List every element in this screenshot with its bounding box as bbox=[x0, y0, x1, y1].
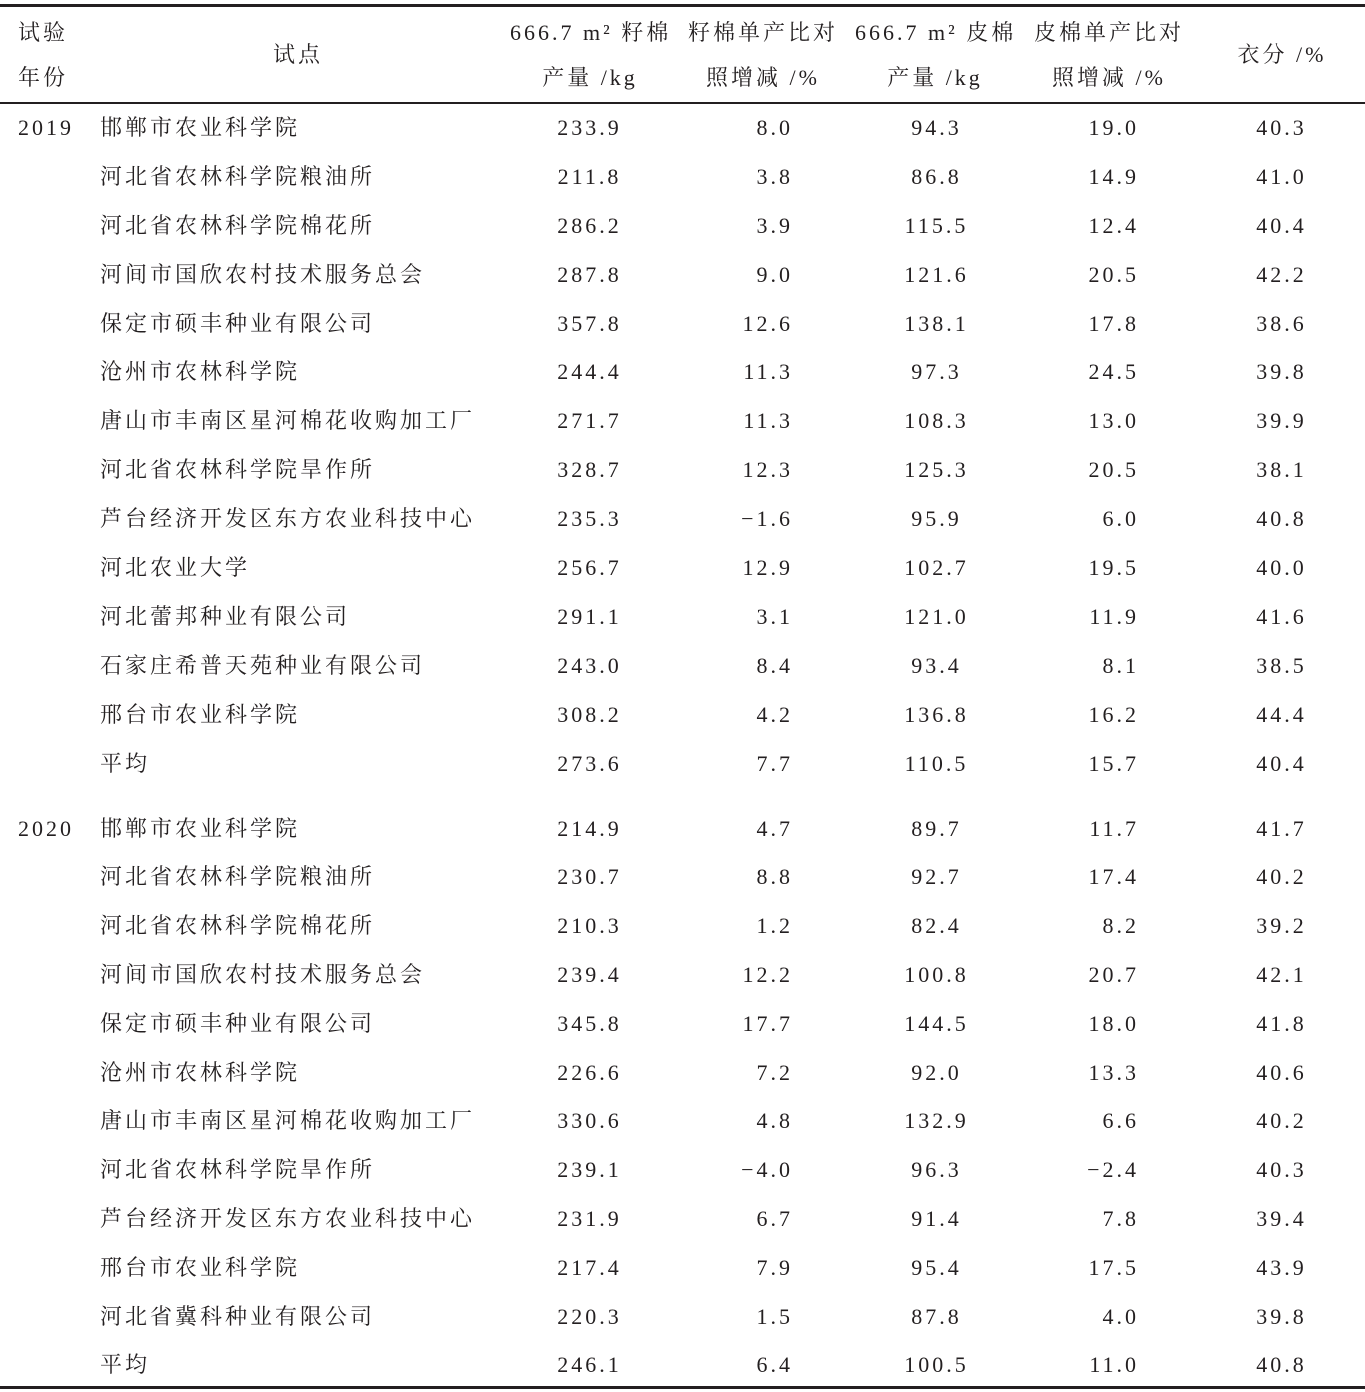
lint-yield-cell: 121.0 bbox=[904, 603, 969, 629]
header-seed-change-line1: 籽棉单产比对 bbox=[687, 20, 838, 45]
lint-yield-cell: 89.7 bbox=[911, 815, 962, 841]
table-row bbox=[0, 642, 1365, 691]
lint-yield-cell: 108.3 bbox=[904, 408, 969, 434]
lint-percentage-cell: 40.2 bbox=[1256, 1108, 1307, 1134]
site-cell: 邢台市农业科学院 bbox=[100, 701, 301, 727]
seed-change-cell: 11.3 bbox=[743, 359, 793, 385]
seed-change-cell: 7.7 bbox=[756, 750, 793, 776]
table-row bbox=[0, 1195, 1365, 1244]
lint-yield-cell: 132.9 bbox=[904, 1108, 969, 1134]
seed-change-cell: 6.7 bbox=[756, 1205, 793, 1231]
header-year bbox=[18, 10, 88, 100]
lint-change-cell: 11.7 bbox=[1089, 815, 1139, 841]
seed-yield-cell: 328.7 bbox=[557, 457, 622, 483]
lint-yield-cell: 92.7 bbox=[911, 864, 962, 890]
lint-yield-cell: 93.4 bbox=[911, 652, 962, 678]
lint-yield-cell: 121.6 bbox=[904, 261, 969, 287]
seed-change-cell: 3.8 bbox=[756, 163, 793, 189]
seed-yield-cell: 308.2 bbox=[557, 701, 622, 727]
seed-yield-cell: 357.8 bbox=[557, 310, 622, 336]
site-cell: 石家庄希普天苑种业有限公司 bbox=[100, 652, 426, 678]
table-row bbox=[0, 348, 1365, 397]
table-row bbox=[0, 1146, 1365, 1195]
site-cell: 河北蕾邦种业有限公司 bbox=[100, 603, 351, 629]
lint-change-cell: 13.0 bbox=[1088, 408, 1139, 434]
table-row bbox=[0, 446, 1365, 495]
table-top-rule bbox=[0, 4, 1365, 7]
lint-percentage-cell: 39.9 bbox=[1256, 408, 1307, 434]
lint-percentage-cell: 44.4 bbox=[1256, 701, 1307, 727]
table-row bbox=[0, 1097, 1365, 1146]
site-cell: 平均 bbox=[100, 1352, 151, 1378]
lint-yield-cell: 138.1 bbox=[904, 310, 969, 336]
lint-yield-cell: 125.3 bbox=[904, 457, 969, 483]
header-seed-yield-line1: 666.7 m² 籽棉 bbox=[510, 20, 672, 45]
lint-yield-cell: 94.3 bbox=[911, 115, 962, 140]
site-cell: 河北省农林科学院旱作所 bbox=[100, 457, 376, 483]
header-site-label: 试点 bbox=[272, 42, 323, 67]
site-cell: 邯郸市农业科学院 bbox=[100, 815, 301, 841]
seed-change-cell: 4.7 bbox=[756, 815, 793, 841]
header-lint-change-line1: 皮棉单产比对 bbox=[1033, 20, 1184, 45]
lint-yield-cell: 95.9 bbox=[911, 506, 962, 532]
lint-yield-cell: 100.5 bbox=[904, 1352, 969, 1378]
seed-yield-cell: 273.6 bbox=[557, 750, 622, 776]
seed-yield-cell: 233.9 bbox=[557, 115, 622, 140]
header-lint-percentage bbox=[1222, 10, 1342, 100]
site-cell: 河北省农林科学院粮油所 bbox=[100, 864, 376, 890]
seed-change-cell: 8.8 bbox=[756, 864, 793, 890]
site-cell: 邢台市农业科学院 bbox=[100, 1254, 301, 1280]
lint-change-cell: 19.5 bbox=[1088, 555, 1139, 581]
table-row bbox=[0, 104, 1365, 153]
lint-percentage-cell: 40.3 bbox=[1256, 1157, 1307, 1183]
lint-percentage-cell: 40.8 bbox=[1256, 1352, 1307, 1378]
site-cell: 邯郸市农业科学院 bbox=[100, 115, 301, 140]
header-seed-yield-line2: 产量 /kg bbox=[542, 65, 638, 90]
seed-yield-cell: 291.1 bbox=[557, 603, 622, 629]
lint-change-cell: 19.0 bbox=[1088, 115, 1139, 140]
header-seed-yield bbox=[510, 10, 670, 100]
site-cell: 沧州市农林科学院 bbox=[100, 359, 301, 385]
seed-change-cell: 3.1 bbox=[756, 603, 793, 629]
seed-yield-cell: 239.1 bbox=[557, 1157, 622, 1183]
lint-change-cell: 6.6 bbox=[1102, 1108, 1139, 1134]
lint-yield-cell: 100.8 bbox=[904, 961, 969, 987]
lint-percentage-cell: 39.8 bbox=[1256, 1303, 1307, 1329]
lint-yield-cell: 136.8 bbox=[904, 701, 969, 727]
table-row bbox=[0, 202, 1365, 251]
table-row bbox=[0, 691, 1365, 740]
table-row bbox=[0, 1049, 1365, 1098]
lint-yield-cell: 87.8 bbox=[911, 1303, 962, 1329]
table-row bbox=[0, 251, 1365, 300]
seed-yield-cell: 287.8 bbox=[557, 261, 622, 287]
lint-yield-cell: 92.0 bbox=[911, 1059, 962, 1085]
lint-change-cell: 17.5 bbox=[1088, 1254, 1139, 1280]
header-lint-yield bbox=[855, 10, 1015, 100]
lint-percentage-cell: 39.8 bbox=[1256, 359, 1307, 385]
site-cell: 河间市国欣农村技术服务总会 bbox=[100, 961, 426, 987]
lint-change-cell: 16.2 bbox=[1088, 701, 1139, 727]
seed-change-cell: 7.9 bbox=[756, 1254, 793, 1280]
lint-change-cell: 7.8 bbox=[1102, 1205, 1139, 1231]
lint-percentage-cell: 38.1 bbox=[1256, 457, 1307, 483]
seed-change-cell: 6.4 bbox=[756, 1352, 793, 1378]
lint-change-cell: 6.0 bbox=[1102, 506, 1139, 532]
seed-change-cell: 4.8 bbox=[756, 1108, 793, 1134]
lint-percentage-cell: 43.9 bbox=[1256, 1254, 1307, 1280]
lint-yield-cell: 91.4 bbox=[911, 1205, 962, 1231]
lint-change-cell: 20.5 bbox=[1088, 457, 1139, 483]
table-row bbox=[0, 805, 1365, 854]
seed-yield-cell: 243.0 bbox=[557, 652, 622, 678]
lint-change-cell: 8.2 bbox=[1102, 913, 1139, 939]
table-row bbox=[0, 902, 1365, 951]
table-row bbox=[0, 1000, 1365, 1049]
seed-yield-cell: 230.7 bbox=[557, 864, 622, 890]
year-group-2020 bbox=[0, 805, 1365, 1391]
site-cell: 唐山市丰南区星河棉花收购加工厂 bbox=[100, 408, 476, 434]
average-row bbox=[0, 740, 1365, 789]
seed-yield-cell: 345.8 bbox=[557, 1010, 622, 1036]
lint-percentage-cell: 41.0 bbox=[1256, 163, 1307, 189]
seed-yield-cell: 211.8 bbox=[557, 163, 622, 189]
lint-change-cell: 4.0 bbox=[1102, 1303, 1139, 1329]
site-cell: 河北省冀科种业有限公司 bbox=[100, 1303, 376, 1329]
seed-yield-cell: 244.4 bbox=[557, 359, 622, 385]
seed-change-cell: 12.3 bbox=[742, 457, 793, 483]
lint-yield-cell: 86.8 bbox=[911, 163, 962, 189]
lint-percentage-cell: 42.1 bbox=[1256, 961, 1307, 987]
site-cell: 河间市国欣农村技术服务总会 bbox=[100, 261, 426, 287]
lint-yield-cell: 82.4 bbox=[911, 913, 962, 939]
seed-change-cell: 12.2 bbox=[742, 961, 793, 987]
seed-change-cell: 1.2 bbox=[756, 913, 793, 939]
lint-change-cell: 18.0 bbox=[1088, 1010, 1139, 1036]
average-row bbox=[0, 1341, 1365, 1390]
table-row bbox=[0, 951, 1365, 1000]
site-cell: 河北省农林科学院旱作所 bbox=[100, 1157, 376, 1183]
lint-change-cell: 11.9 bbox=[1089, 603, 1139, 629]
lint-yield-cell: 115.5 bbox=[904, 212, 969, 238]
lint-percentage-cell: 40.4 bbox=[1256, 212, 1307, 238]
lint-change-cell: 11.0 bbox=[1089, 1352, 1139, 1378]
site-cell: 河北省农林科学院棉花所 bbox=[100, 212, 376, 238]
site-cell: 芦台经济开发区东方农业科技中心 bbox=[100, 1205, 476, 1231]
header-year-line2: 年份 bbox=[18, 65, 69, 90]
seed-yield-cell: 256.7 bbox=[557, 555, 622, 581]
seed-change-cell: 3.9 bbox=[756, 212, 793, 238]
lint-percentage-cell: 38.6 bbox=[1256, 310, 1307, 336]
site-cell: 沧州市农林科学院 bbox=[100, 1059, 301, 1085]
seed-yield-cell: 226.6 bbox=[557, 1059, 622, 1085]
site-cell: 河北省农林科学院棉花所 bbox=[100, 913, 376, 939]
seed-change-cell: −1.6 bbox=[741, 506, 793, 532]
lint-percentage-cell: 40.2 bbox=[1256, 864, 1307, 890]
seed-change-cell: 8.0 bbox=[756, 115, 793, 140]
lint-percentage-cell: 38.5 bbox=[1256, 652, 1307, 678]
seed-yield-cell: 286.2 bbox=[557, 212, 622, 238]
seed-yield-cell: 217.4 bbox=[557, 1254, 622, 1280]
site-cell: 唐山市丰南区星河棉花收购加工厂 bbox=[100, 1108, 476, 1134]
site-cell: 河北农业大学 bbox=[100, 555, 251, 581]
seed-yield-cell: 210.3 bbox=[557, 913, 622, 939]
header-year-line1: 试验 bbox=[18, 20, 69, 45]
seed-change-cell: −4.0 bbox=[741, 1157, 793, 1183]
table-row bbox=[0, 593, 1365, 642]
header-site bbox=[198, 10, 398, 100]
lint-change-cell: 14.9 bbox=[1088, 163, 1139, 189]
site-cell: 芦台经济开发区东方农业科技中心 bbox=[100, 506, 476, 532]
table-row bbox=[0, 153, 1365, 202]
table-row bbox=[0, 1293, 1365, 1342]
lint-percentage-cell: 40.0 bbox=[1256, 555, 1307, 581]
year-group-2019 bbox=[0, 104, 1365, 788]
lint-change-cell: 20.5 bbox=[1088, 261, 1139, 287]
lint-change-cell: 24.5 bbox=[1088, 359, 1139, 385]
lint-change-cell: −2.4 bbox=[1087, 1157, 1139, 1183]
lint-percentage-cell: 40.8 bbox=[1256, 506, 1307, 532]
seed-yield-cell: 231.9 bbox=[557, 1205, 622, 1231]
table-row bbox=[0, 495, 1365, 544]
table-row bbox=[0, 853, 1365, 902]
year-cell: 2020 bbox=[18, 815, 74, 841]
lint-percentage-cell: 40.3 bbox=[1256, 115, 1307, 140]
year-cell: 2019 bbox=[18, 115, 74, 140]
lint-percentage-cell: 39.4 bbox=[1256, 1205, 1307, 1231]
seed-change-cell: 9.0 bbox=[756, 261, 793, 287]
seed-change-cell: 12.9 bbox=[742, 555, 793, 581]
site-cell: 河北省农林科学院粮油所 bbox=[100, 163, 376, 189]
site-cell: 平均 bbox=[100, 750, 151, 776]
header-lint-change-line2: 照增减 /% bbox=[1052, 65, 1166, 90]
header-seed-change bbox=[683, 10, 843, 100]
lint-percentage-cell: 41.8 bbox=[1256, 1010, 1307, 1036]
site-cell: 保定市硕丰种业有限公司 bbox=[100, 310, 376, 336]
seed-change-cell: 4.2 bbox=[756, 701, 793, 727]
table-bottom-rule bbox=[0, 1386, 1365, 1389]
header-lint-change bbox=[1029, 10, 1189, 100]
lint-percentage-cell: 40.6 bbox=[1256, 1059, 1307, 1085]
lint-change-cell: 15.7 bbox=[1088, 750, 1139, 776]
header-seed-change-line2: 照增减 /% bbox=[706, 65, 820, 90]
lint-change-cell: 8.1 bbox=[1102, 652, 1139, 678]
header-lint-yield-line2: 产量 /kg bbox=[887, 65, 983, 90]
seed-change-cell: 17.7 bbox=[742, 1010, 793, 1036]
seed-yield-cell: 330.6 bbox=[557, 1108, 622, 1134]
lint-percentage-cell: 39.2 bbox=[1256, 913, 1307, 939]
seed-yield-cell: 214.9 bbox=[557, 815, 622, 841]
site-cell: 保定市硕丰种业有限公司 bbox=[100, 1010, 376, 1036]
lint-percentage-cell: 41.7 bbox=[1256, 815, 1307, 841]
lint-percentage-cell: 41.6 bbox=[1256, 603, 1307, 629]
seed-change-cell: 11.3 bbox=[743, 408, 793, 434]
table-row bbox=[0, 397, 1365, 446]
seed-change-cell: 1.5 bbox=[756, 1303, 793, 1329]
lint-change-cell: 17.8 bbox=[1088, 310, 1139, 336]
lint-change-cell: 17.4 bbox=[1088, 864, 1139, 890]
seed-yield-cell: 271.7 bbox=[557, 408, 622, 434]
header-lint-percentage-label: 衣分 /% bbox=[1237, 42, 1327, 67]
header-lint-yield-line1: 666.7 m² 皮棉 bbox=[855, 20, 1017, 45]
lint-yield-cell: 102.7 bbox=[904, 555, 969, 581]
lint-yield-cell: 96.3 bbox=[911, 1157, 962, 1183]
lint-yield-cell: 144.5 bbox=[904, 1010, 969, 1036]
lint-change-cell: 13.3 bbox=[1088, 1059, 1139, 1085]
seed-change-cell: 12.6 bbox=[742, 310, 793, 336]
lint-change-cell: 20.7 bbox=[1088, 961, 1139, 987]
table-row bbox=[0, 300, 1365, 349]
seed-yield-cell: 239.4 bbox=[557, 961, 622, 987]
lint-change-cell: 12.4 bbox=[1088, 212, 1139, 238]
lint-yield-cell: 95.4 bbox=[911, 1254, 962, 1280]
lint-percentage-cell: 42.2 bbox=[1256, 261, 1307, 287]
seed-change-cell: 7.2 bbox=[756, 1059, 793, 1085]
table-row bbox=[0, 544, 1365, 593]
seed-yield-cell: 246.1 bbox=[557, 1352, 622, 1378]
seed-yield-cell: 220.3 bbox=[557, 1303, 622, 1329]
table-row bbox=[0, 1244, 1365, 1293]
lint-yield-cell: 97.3 bbox=[911, 359, 962, 385]
seed-change-cell: 8.4 bbox=[756, 652, 793, 678]
seed-yield-cell: 235.3 bbox=[557, 506, 622, 532]
lint-yield-cell: 110.5 bbox=[904, 750, 969, 776]
lint-percentage-cell: 40.4 bbox=[1256, 750, 1307, 776]
